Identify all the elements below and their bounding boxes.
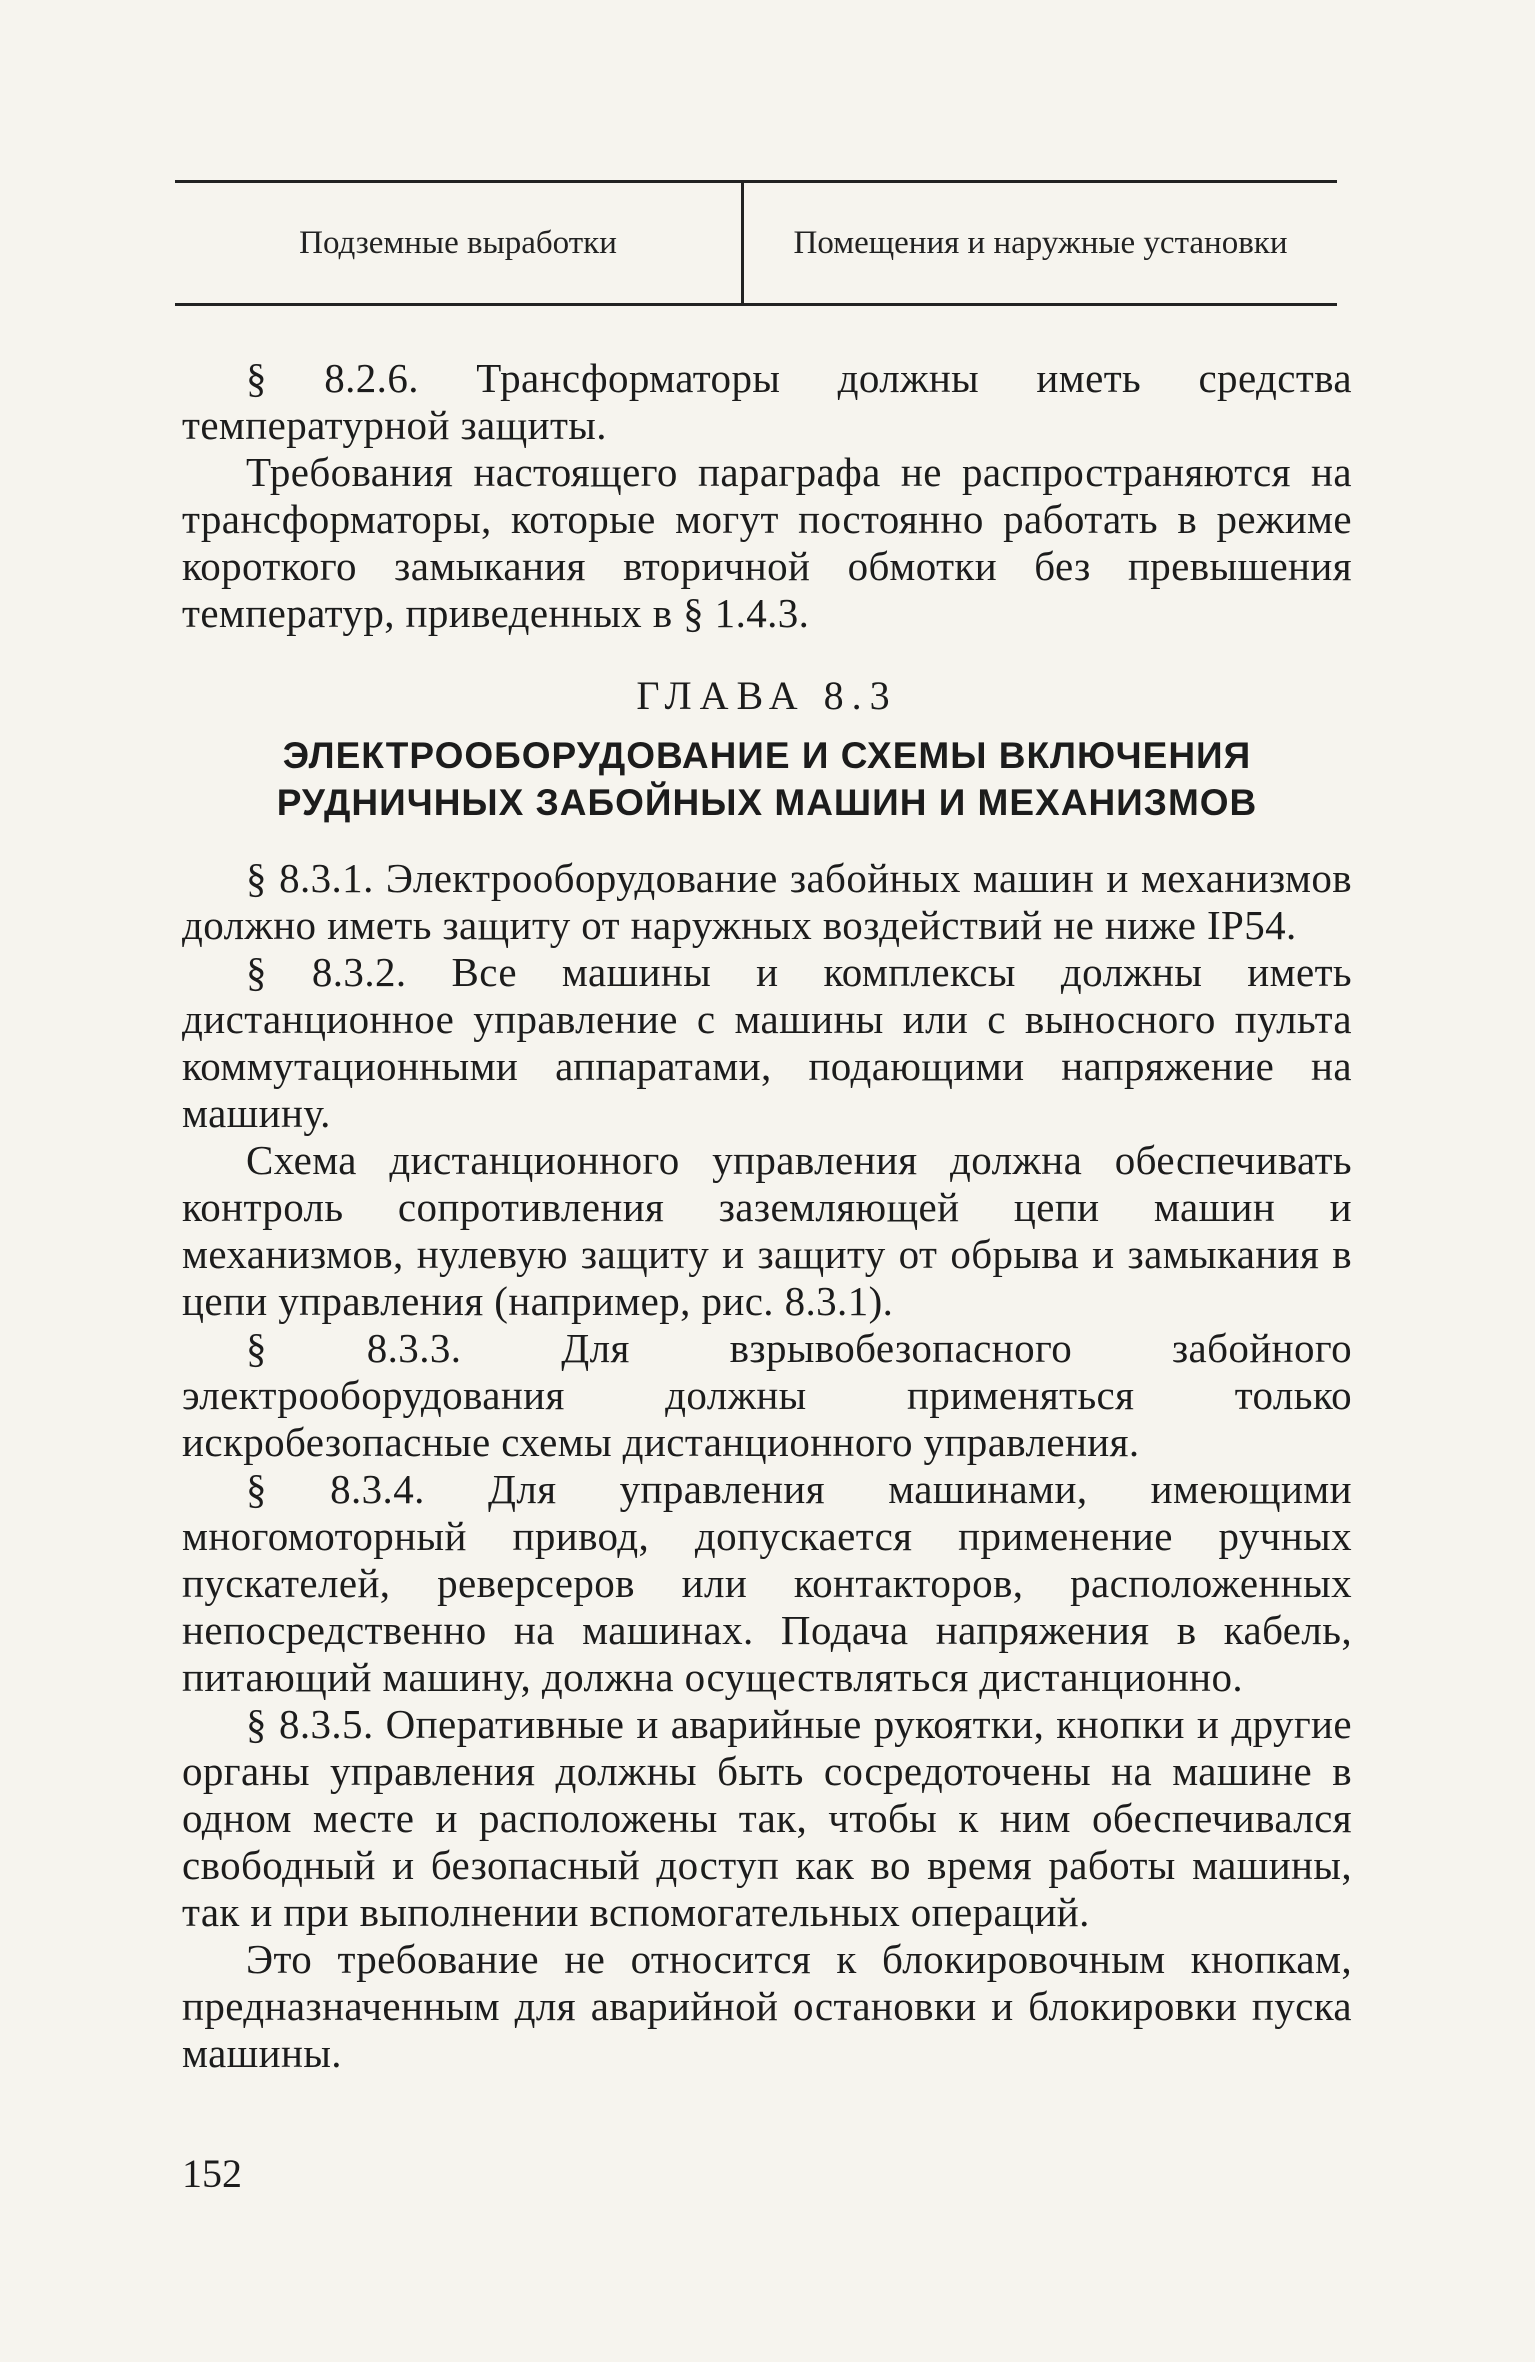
paragraph-8-3-3: § 8.3.3. Для взрывобезопасного забойного электрооборудования должны применяться только искробезопасные схемы дистанционного управления. [182,1325,1352,1465]
chapter-label: ГЛАВА 8.3 [636,673,898,718]
header-left-cell: Подземные выработки [175,183,744,303]
header-right-cell: Помещения и наружные установки [793,224,1288,261]
paragraph-8-3-5-note: Это требование не относится к блокировочным кнопкам, предназначенным для аварийной остановки и блокировки пуска машины. [182,1936,1352,2076]
paragraph-8-3-2: § 8.3.2. Все машины и комплексы должны иметь дистанционное управление с машины или с выносного пульта коммутационными аппаратами, подающими напряжение на машину. [182,949,1352,1136]
paragraph-8-2-6-note: Требования настоящего параграфа не распространяются на трансформаторы, которые могут постоянно работать в режиме короткого замыкания вторичной обмотки без превышения температур, приведенных в § 1.4.3. [182,449,1352,636]
paragraph-8-3-5: § 8.3.5. Оперативные и аварийные рукоятки, кнопки и другие органы управления должны быть сосредоточены на машине в одном месте и расположены так, чтобы к ним обеспечивался свободный и безопасный доступ как во время работы машины, так и при выполнении вспомогательных операций. [182,1701,1352,1935]
paragraph-8-3-1: § 8.3.1. Электрооборудование забойных машин и механизмов должно иметь защиту от наружных воздействий не ниже IP54. [182,855,1352,948]
chapter-title-line-1: ЭЛЕКТРООБОРУДОВАНИЕ И СХЕМЫ ВКЛЮЧЕНИЯ [282,735,1252,776]
chapter-text-block [182,855,1352,2077]
paragraph-8-3-2-scheme: Схема дистанционного управления должна обеспечивать контроль сопротивления заземляющей цепи машин и механизмов, нулевую защиту и защиту от обрыва и замыкания в цепи управления (например, рис. 8.3.1). [182,1137,1352,1324]
chapter-title-line-2: РУДНИЧНЫХ ЗАБОЙНЫХ МАШИН И МЕХАНИЗМОВ [276,782,1258,823]
paragraph-8-3-4: § 8.3.4. Для управления машинами, имеющими многомоторный привод, допускается применение ручных пускателей, реверсеров или контакторов, расположенных непосредственно на машинах. Подача напряжения в кабель, питающий машину, должна осуществляться дистанционно. [182,1466,1352,1700]
chapter-title [182,732,1352,826]
intro-text-block [182,355,1352,637]
running-header-table [175,180,1337,306]
paragraph-8-2-6: § 8.2.6. Трансформаторы должны иметь средства температурной защиты. [182,355,1352,448]
page-number: 152 [182,2151,242,2196]
